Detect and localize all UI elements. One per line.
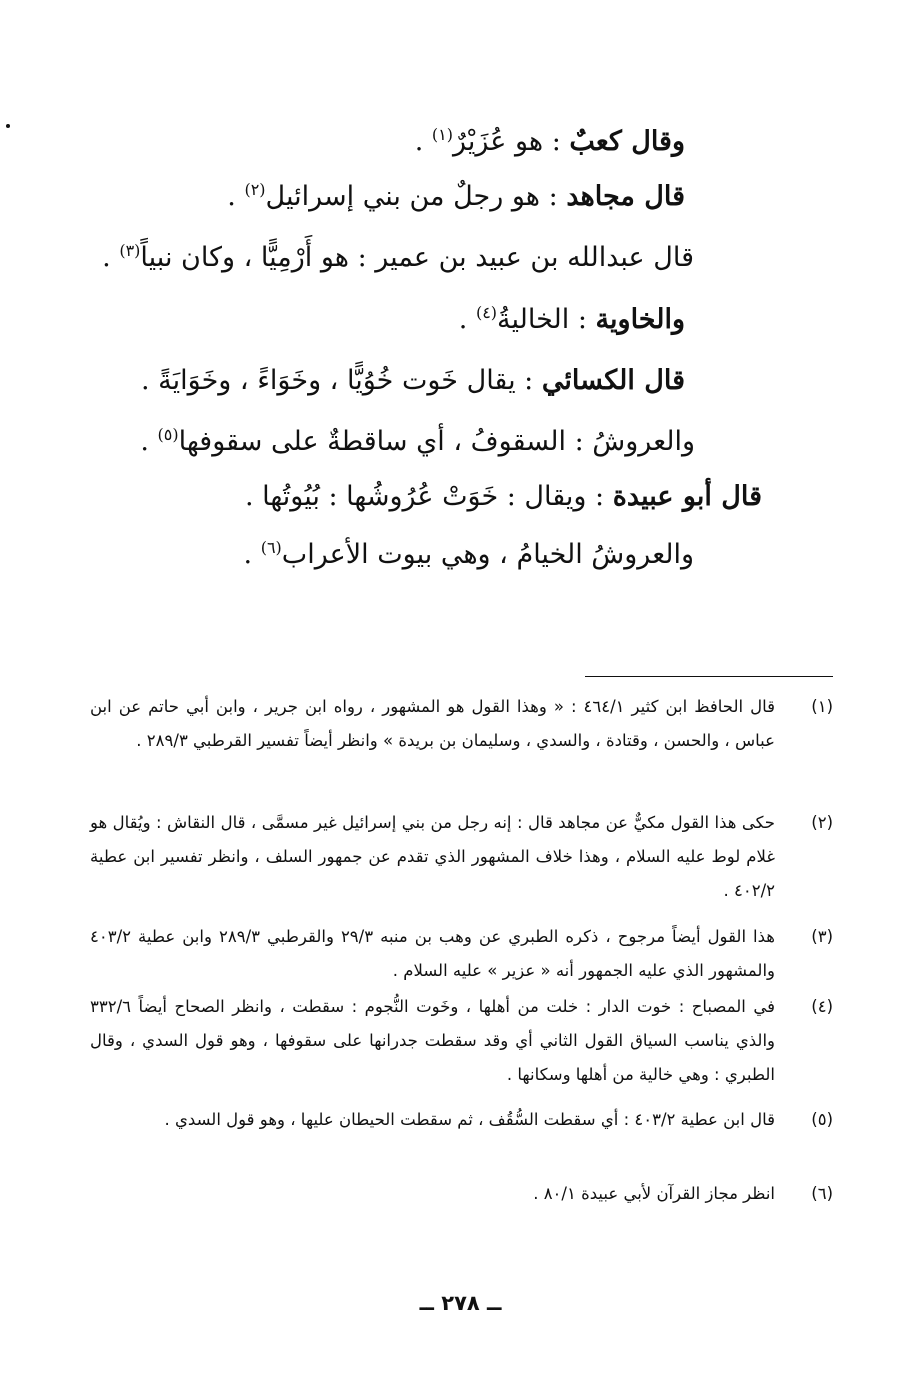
line-end: . [243,539,261,570]
footnote-number: (٣) [811,927,833,946]
main-text-line [227,180,685,212]
footnote-ref: (٢) [244,180,266,199]
footnote-text: قال ابن عطية ٤٠٣/٢ : أي سقطت السُّقُف ، ثم سقطت الحيطان عليها ، وهو قول السدي . [164,1110,775,1129]
footnote-text: قال الحافظ ابن كثير ٤٦٤/١ : « وهذا القول هو المشهور ، رواه ابن جرير ، وابن أبي حاتم عن ابن عباس ، والحسن ، وقتادة ، والسدي ، وسليمان بن بريدة » وانظر أيضاً تفسير القرطبي ٢٨٩/٣ . [90,697,775,750]
main-text-line [140,425,695,457]
line-text: والعروشُ : السقوفُ ، أي ساقطةٌ على سقوفها [178,426,695,457]
line-end: . [102,242,120,273]
line-text: قال عبدالله بن عبيد بن عمير : هو أَرْمِيًّا ، وكان نبياً [140,242,694,273]
line-end: . [458,304,476,335]
main-text-line [141,367,685,394]
line-text: : يقال خَوت خُوُيًّا ، وخَوَاءً ، وخَوَايَةً . [141,365,542,396]
main-text-line [243,538,694,570]
footnote-ref: (٥) [157,425,179,444]
footnote-number: (٢) [811,813,833,832]
margin-dot [6,124,10,128]
footnote-text: حكى هذا القول مكيٌّ عن مجاهد قال : إنه رجل من بني إسرائيل غير مسمَّى ، قال النقاش : ويُقال هو غلام لوط عليه السلام ، وهذا خلاف المشهور الذي تقدم عن جمهور السلف ، وانظر تفسير ابن عطية ٤٠٢/٢ . [90,813,775,900]
main-text-line [102,241,694,273]
footnote-ref: (٣) [119,241,141,260]
main-text-line [458,303,685,335]
line-end: . [414,126,432,157]
footnote-number: (٦) [811,1184,833,1203]
page-number: ــ ٢٧٨ ــ [419,1291,502,1315]
footnote [90,1177,833,1211]
footnote-number: (٥) [811,1110,833,1129]
footnote [90,990,833,1092]
footnote-text: في المصباح : خوت الدار : خلت من أهلها ، وخَوت النُّجوم : سقطت ، وانظر الصحاح أيضاً ٣٣٢/٦ والذي يناسب السياق القول الثاني أي وقد سقطت جدرانها على سقوفها ، وهو قول السدي ، وقال الطبري : وهي خالية من أهلها وسكانها . [90,997,775,1084]
main-text-line [245,483,762,510]
line-heading: قال الكسائي [541,365,685,396]
line-text: : ويقال : خَوَتْ عُرُوشُها : بُيُوتُها . [244,481,613,512]
footnote [90,1103,833,1137]
line-end: . [140,426,158,457]
line-text: : هو رجلٌ من بني إسرائيل [265,181,567,212]
line-heading: والخاوية [595,304,685,335]
line-heading: قال أبو عبيدة [612,481,762,512]
footnote [90,690,833,758]
footnote-number: (١) [811,697,833,716]
line-text: : الخاليةُ [497,304,596,335]
footnote [90,806,833,908]
footnote-text: انظر مجاز القرآن لأبي عبيدة ٨٠/١ . [533,1184,775,1203]
footnote-ref: (٦) [260,538,282,557]
footnote-number: (٤) [811,997,833,1016]
footnote-separator [585,676,833,677]
footnote [90,920,833,988]
line-text: : هو عُزَيْرٌ [452,126,570,157]
footnote-ref: (١) [431,125,453,144]
line-heading: قال مجاهد [566,181,685,212]
footnote-ref: (٤) [475,303,498,322]
footnote-text: هذا القول أيضاً مرجوح ، ذكره الطبري عن وهب بن منبه ٢٩/٣ والقرطبي ٢٨٩/٣ وابن عطية ٤٠٣/٢ والمشهور الذي عليه الجمهور أنه « عزير » عليه السلام . [90,927,776,980]
line-end: . [227,181,245,212]
main-text-line [414,125,685,157]
line-text: والعروشُ الخيامُ ، وهي بيوت الأعراب [281,539,694,570]
line-heading: وقال كعبٌ [569,126,685,157]
